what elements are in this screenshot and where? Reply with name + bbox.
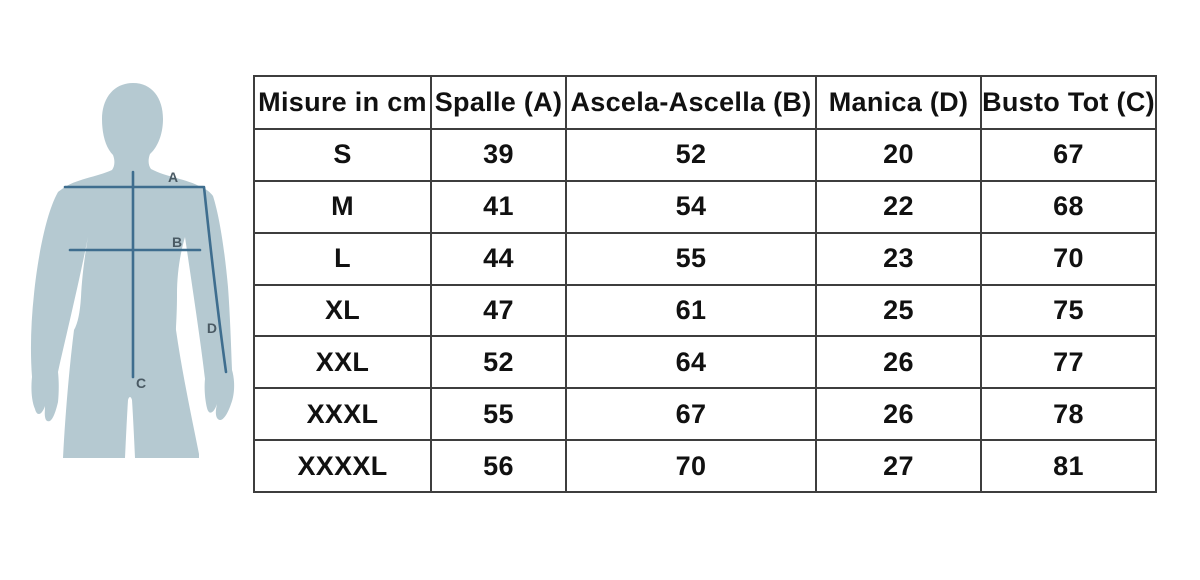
column-header-misure: Misure in cm <box>254 76 431 129</box>
column-header-busto: Busto Tot (C) <box>981 76 1156 129</box>
spalle-cell: 56 <box>431 440 566 492</box>
size-cell: S <box>254 129 431 181</box>
body-measurement-diagram <box>25 82 250 462</box>
busto-cell: 68 <box>981 181 1156 233</box>
ascella-cell: 67 <box>566 388 816 440</box>
size-cell: L <box>254 233 431 285</box>
table-row-s <box>254 129 1156 181</box>
spalle-cell: 39 <box>431 129 566 181</box>
table-row-xxxl <box>254 388 1156 440</box>
ascella-cell: 55 <box>566 233 816 285</box>
column-header-ascella: Ascela-Ascella (B) <box>566 76 816 129</box>
label-d: D <box>206 320 217 336</box>
spalle-cell: 41 <box>431 181 566 233</box>
busto-cell: 67 <box>981 129 1156 181</box>
manica-cell: 22 <box>816 181 981 233</box>
busto-cell: 81 <box>981 440 1156 492</box>
busto-cell: 70 <box>981 233 1156 285</box>
label-b: B <box>171 234 183 250</box>
size-cell: XXL <box>254 336 431 388</box>
size-cell: XL <box>254 285 431 337</box>
busto-cell: 75 <box>981 285 1156 337</box>
table-row-xl <box>254 285 1156 337</box>
busto-cell: 78 <box>981 388 1156 440</box>
table-row-l <box>254 233 1156 285</box>
table-row-m <box>254 181 1156 233</box>
manica-cell: 23 <box>816 233 981 285</box>
size-table <box>253 75 1157 493</box>
manica-cell: 25 <box>816 285 981 337</box>
size-cell: XXXL <box>254 388 431 440</box>
header-row <box>254 76 1156 129</box>
manica-cell: 26 <box>816 336 981 388</box>
table-row-xxl <box>254 336 1156 388</box>
manica-cell: 20 <box>816 129 981 181</box>
spalle-cell: 47 <box>431 285 566 337</box>
ascella-cell: 70 <box>566 440 816 492</box>
spalle-cell: 52 <box>431 336 566 388</box>
ascella-cell: 64 <box>566 336 816 388</box>
manica-cell: 27 <box>816 440 981 492</box>
column-header-spalle: Spalle (A) <box>431 76 566 129</box>
ascella-cell: 61 <box>566 285 816 337</box>
label-c: C <box>136 375 147 391</box>
spalle-cell: 55 <box>431 388 566 440</box>
ascella-cell: 54 <box>566 181 816 233</box>
size-cell: XXXXL <box>254 440 431 492</box>
manica-cell: 26 <box>816 388 981 440</box>
column-header-manica: Manica (D) <box>816 76 981 129</box>
ascella-cell: 52 <box>566 129 816 181</box>
table-row-xxxxl <box>254 440 1156 492</box>
busto-cell: 77 <box>981 336 1156 388</box>
label-a: A <box>167 169 179 185</box>
spalle-cell: 44 <box>431 233 566 285</box>
size-cell: M <box>254 181 431 233</box>
